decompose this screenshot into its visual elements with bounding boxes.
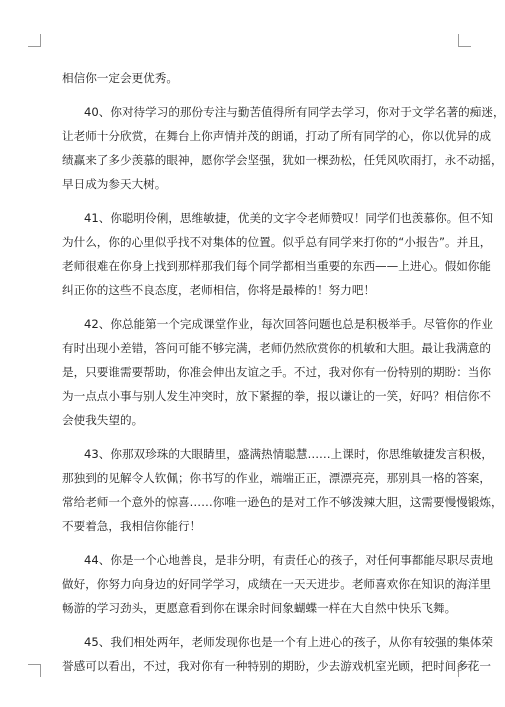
crop-mark-top-right [458, 34, 471, 47]
text-line: 相信你一定会更优秀。 [62, 71, 178, 85]
crop-mark-bottom-left [28, 664, 41, 677]
text-line: 常给老师一个意外的惊喜……你唯一逊色的是对工作不够泼辣大胆，这需要慢慢锻炼， [62, 495, 503, 509]
text-line: 让老师十分欣赏，在舞台上你声情并茂的朗诵，打动了所有同学的心，你以优异的成 [62, 129, 491, 143]
paragraph-40-first-line: 40、你对待学习的那份专注与勤苦值得所有同学去学习，你对于文学名著的痴迷， [84, 105, 505, 119]
paragraph-42-first-line: 42、你总能第一个完成课堂作业，每次回答问题也总是积极举手。尽管你的作业 [84, 317, 493, 331]
text-line: 做好，你努力向身边的好同学学习，成绩在一天天进步。老师喜欢你在知识的海洋里 [62, 577, 491, 591]
text-line: 畅游的学习劲头，更愿意看到你在课余时间象蝴蝶一样在大自然中快乐飞舞。 [62, 601, 457, 615]
text-line: 绩赢来了多少羡慕的眼神，愿你学会坚强，犹如一棵劲松，任凭风吹雨打，永不动摇， [62, 153, 503, 167]
text-line: 誉感可以看出，不过，我对你有一种特别的期盼，少去游戏机室光顾，把时间多花一 [62, 659, 491, 673]
text-line: 纠正你的这些不良态度，老师相信，你将是最棒的！努力吧！ [62, 283, 376, 297]
paragraph-45-first-line: 45、我们相处两年，老师发现你也是一个有上进心的孩子，从你有较强的集体荣 [84, 635, 493, 649]
text-line: 早日成为参天大树。 [62, 177, 167, 191]
text-line: 有时出现小差错，答问可能不够完满，老师仍然欣赏你的机敏和大胆。最让我满意的 [62, 341, 491, 355]
text-line: 为什么，你的心里似乎找不对集体的位置。似乎总有同学来打你的“小报告”。并且， [62, 235, 492, 249]
paragraph-41-first-line: 41、你聪明伶俐，思维敏捷，优美的文字令老师赞叹！同学们也羡慕你。但不知 [84, 211, 493, 225]
text-line: 为一点点小事与别人发生冲突时，放下紧握的拳，报以谦让的一笑，好吗？相信你不 [62, 389, 491, 403]
text-line: 是，只要谁需要帮助，你准会伸出友谊之手。不过，我对你有一份特别的期盼：当你 [62, 365, 491, 379]
text-line: 不要着急，我相信你能行！ [62, 519, 202, 533]
paragraph-44-first-line: 44、你是一个心地善良，是非分明，有责任心的孩子，对任何事都能尽职尽责地 [84, 553, 493, 567]
paragraph-43-first-line: 43、你那双珍珠的大眼睛里，盛满热情聪慧……上课时，你思维敏捷发言积极， [84, 447, 493, 461]
text-line: 那独到的见解令人钦佩；你书写的作业，端端正正，漂漂亮亮，那别具一格的答案， [62, 471, 491, 485]
text-line: 老师很难在你身上找到那样那我们每个同学都相当重要的东西——上进心。假如你能 [62, 259, 491, 273]
document-body [62, 66, 505, 678]
crop-mark-top-left [28, 34, 41, 47]
text-line: 会使我失望的。 [62, 413, 144, 427]
